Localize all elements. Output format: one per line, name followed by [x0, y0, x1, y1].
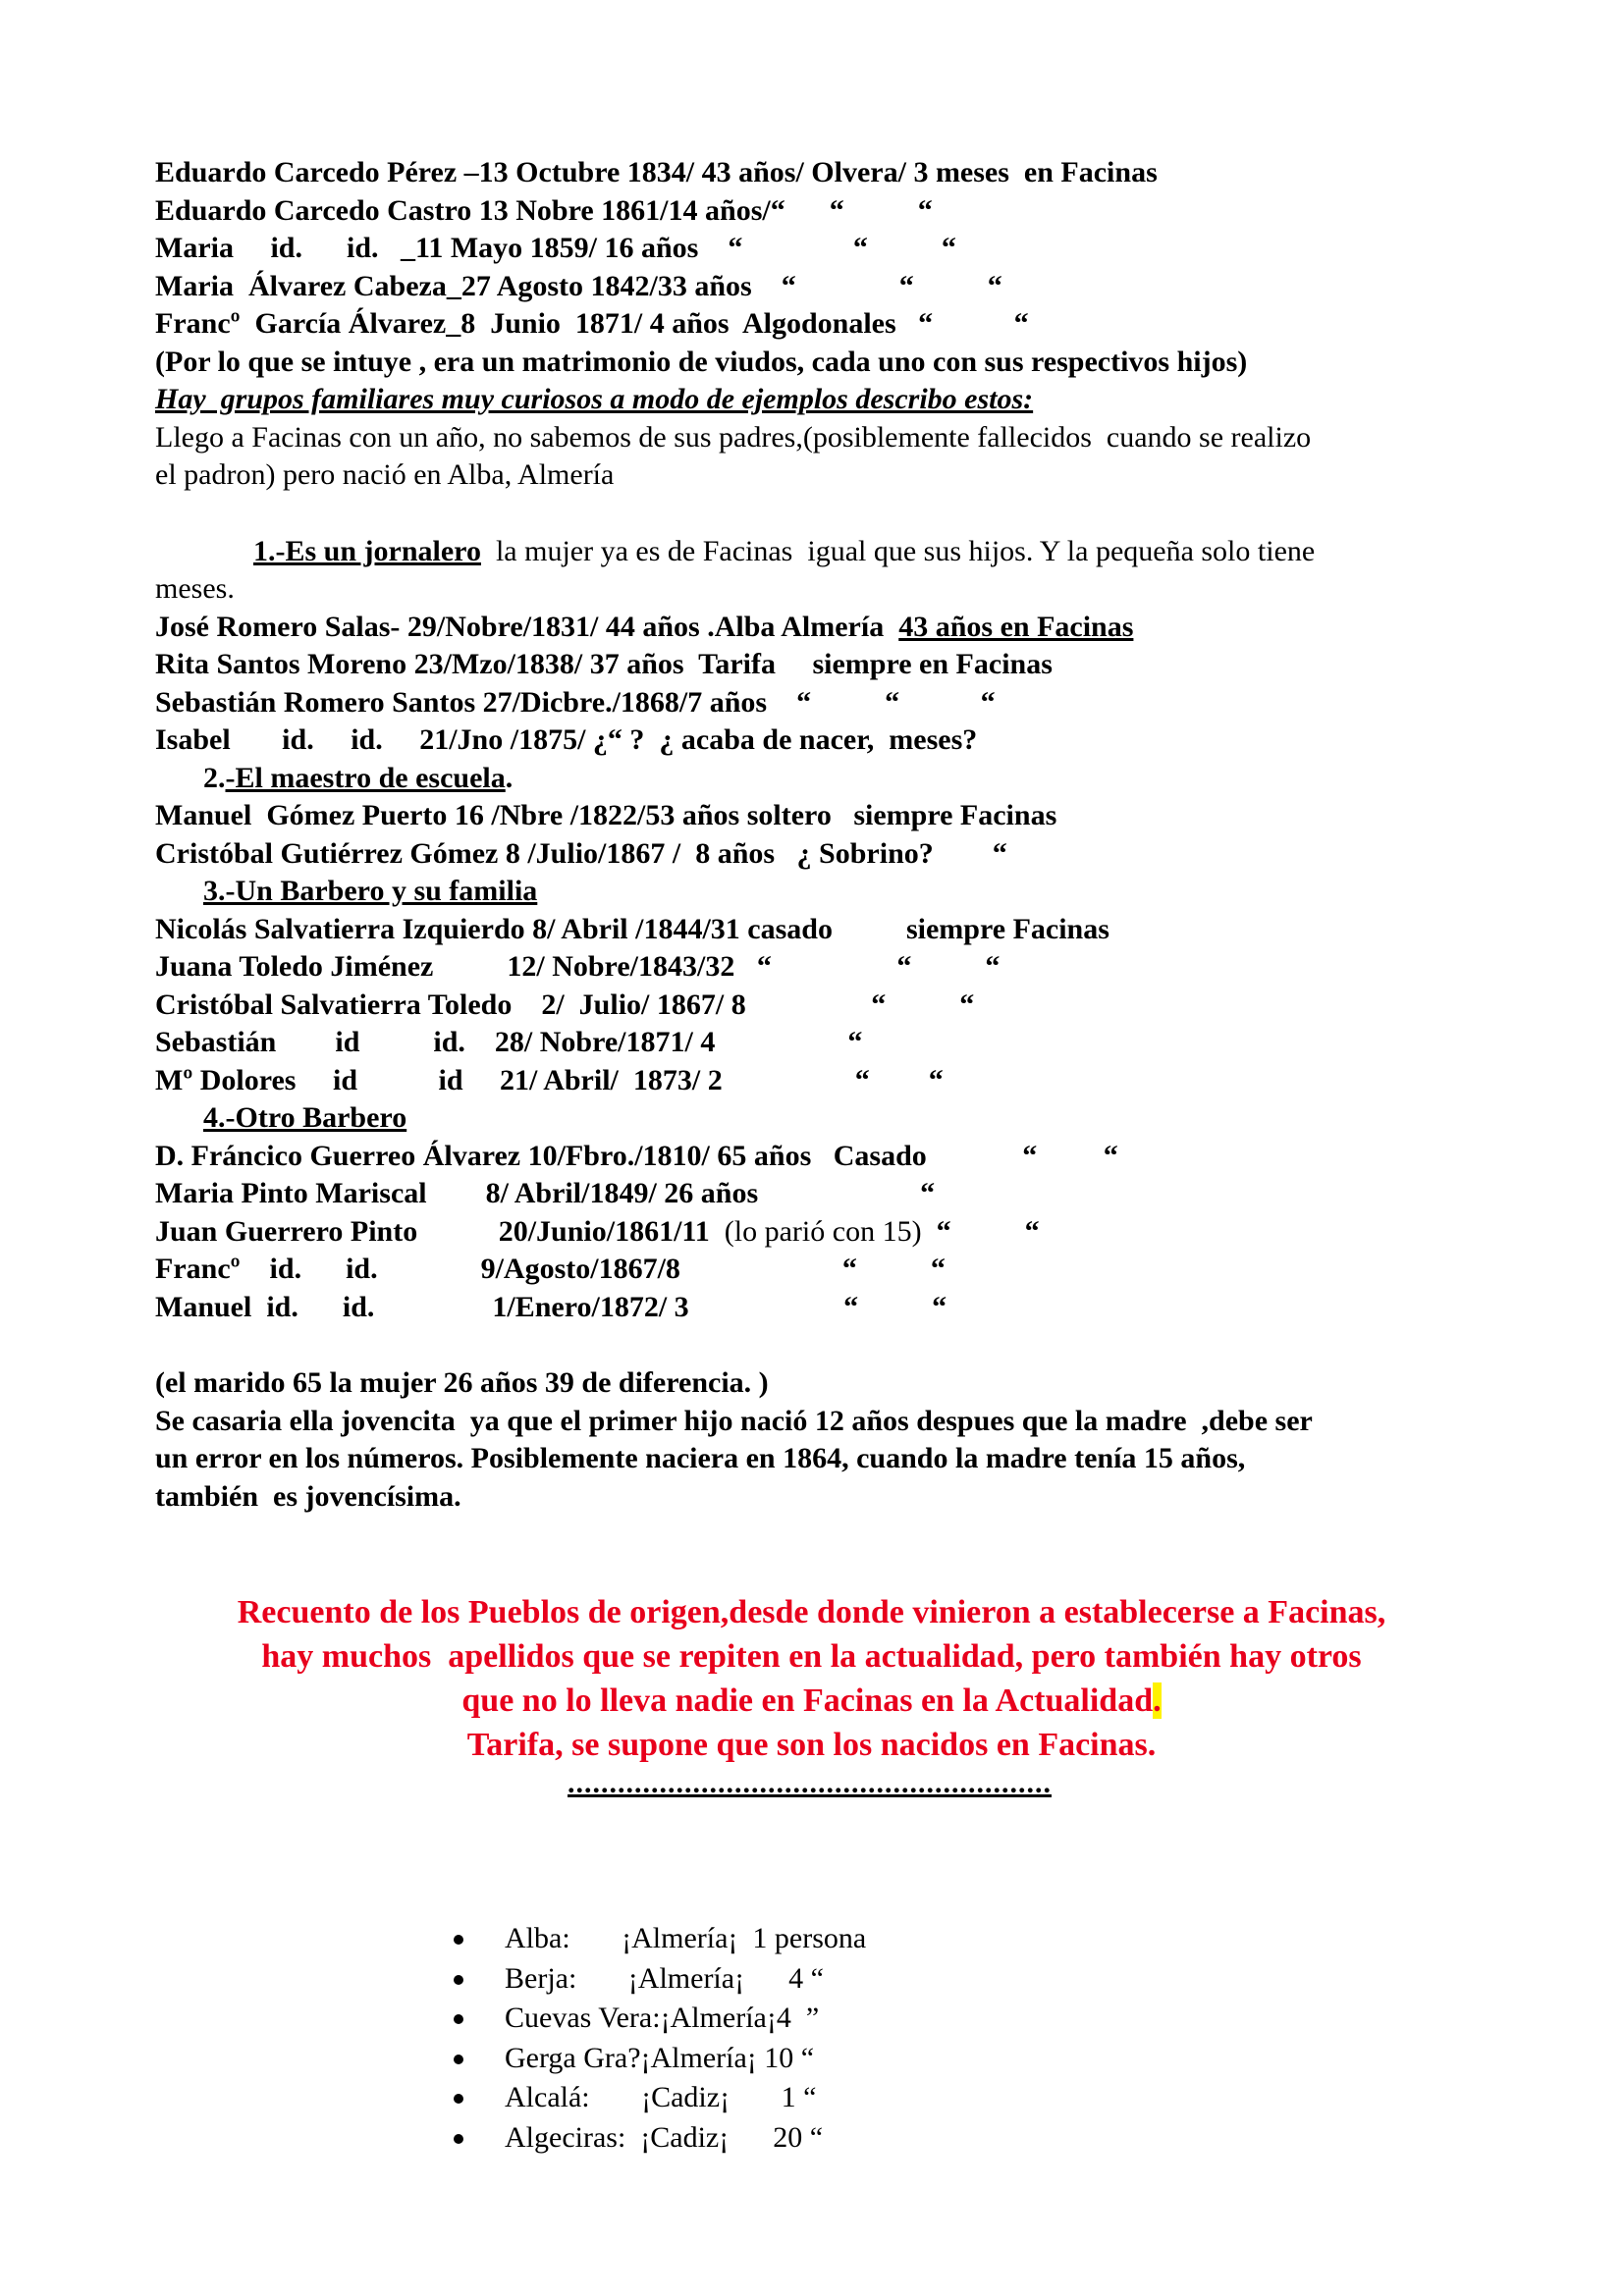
- highlighted-period: .: [1153, 1682, 1162, 1719]
- group2-row: Cristóbal Gutiérrez Gómez 8 /Julio/1867 / 8 años ¿ Sobrino? “: [155, 837, 1007, 870]
- origin-text: Alba: ¡Almería¡ 1 persona: [505, 1922, 867, 1954]
- group3-heading: 3.-Un Barbero y su familia: [203, 875, 538, 907]
- group4-row: Manuel id. id. 1/Enero/1872/ 3 “ “: [155, 1291, 947, 1323]
- family-intro-line: Francº García Álvarez_8 Junio 1871/ 4 años Algodonales “ “: [155, 307, 1029, 340]
- family-intro-line: Maria id. id. _11 Mayo 1859/ 16 años “ “ “: [155, 232, 956, 264]
- group1-row: [155, 609, 1133, 646]
- family-intro-note: (Por lo que se intuye , era un matrimonio de viudos, cada uno con sus respectivos hijos): [155, 346, 1248, 378]
- group4-row-tail: “ “: [921, 1215, 1040, 1248]
- list-item: [454, 2118, 866, 2159]
- red-heading-line: Tarifa, se supone que son los nacidos en Facinas.: [466, 1727, 1157, 1763]
- list-item: [454, 2039, 866, 2079]
- group3-row: Cristóbal Salvatierra Toledo 2/ Julio/ 1867/ 8 “ “: [155, 988, 975, 1021]
- origin-summary-heading: [137, 1590, 1486, 1767]
- years-in-facinas-underlined: 43 años en Facinas: [898, 611, 1134, 643]
- list-item: [454, 1999, 866, 2039]
- origin-text: Alcalá: ¡Cadiz¡ 1 “: [505, 2081, 817, 2113]
- family-intro-line: Maria Álvarez Cabeza_27 Agosto 1842/33 años “ “ “: [155, 270, 1002, 302]
- group1-row: Rita Santos Moreno 23/Mzo/1838/ 37 años Tarifa siempre en Facinas: [155, 648, 1053, 680]
- conclusion-line: también es jovencísima.: [155, 1480, 461, 1513]
- origins-list: [454, 1919, 866, 2158]
- origin-text: Algeciras: ¡Cadiz¡ 20 “: [505, 2120, 824, 2154]
- family-intro-line: Eduardo Carcedo Castro 13 Nobre 1861/14 años/“ “ “: [155, 194, 933, 227]
- list-item: [454, 1919, 866, 1959]
- group2-heading: [203, 760, 513, 797]
- alba-paragraph-line: el padron) pero nació en Alba, Almería: [155, 458, 615, 491]
- bullet-icon: [454, 1975, 463, 1985]
- group4-row-text: Juan Guerrero Pinto 20/Junio/1861/11: [155, 1215, 725, 1248]
- group3-row: Sebastián id id. 28/ Nobre/1871/ 4 “: [155, 1026, 863, 1058]
- conclusion-line: (el marido 65 la mujer 26 años 39 de diferencia. ): [155, 1366, 769, 1399]
- bullet-icon: [454, 2055, 463, 2064]
- group4-note: (lo parió con 15): [724, 1215, 922, 1248]
- family-intro-line: Eduardo Carcedo Pérez –13 Octubre 1834/ 43 años/ Olvera/ 3 meses en Facinas: [155, 156, 1158, 188]
- group4-row: [155, 1213, 1040, 1251]
- group4-row: Francº id. id. 9/Agosto/1867/8 “ “: [155, 1253, 946, 1285]
- conclusion-line: Se casaria ella jovencita ya que el primer hijo nació 12 años despues que la madre ,debe ser: [155, 1405, 1313, 1437]
- group4-row: D. Fráncico Guerreo Álvarez 10/Fbro./1810/ 65 años Casado “ “: [155, 1140, 1118, 1172]
- group1-description: la mujer ya es de Facinas igual que sus hijos. Y la pequeña solo tiene: [480, 535, 1316, 567]
- red-heading-line: Recuento de los Pueblos de origen,desde donde vinieron a establecerse a Facinas,: [237, 1594, 1386, 1630]
- group4-row: Maria Pinto Mariscal 8/ Abril/1849/ 26 años “: [155, 1177, 936, 1209]
- group1-row: Isabel id. id. 21/Jno /1875/ ¿“ ? ¿ acaba de nacer, meses?: [155, 723, 978, 756]
- list-item: [454, 2078, 866, 2118]
- bullet-icon: [454, 2094, 463, 2104]
- bullet-icon: [454, 1935, 463, 1945]
- alba-paragraph-line: Llego a Facinas con un año, no sabemos de sus padres,(posiblemente fallecidos cuando se realizo: [155, 421, 1312, 454]
- group2-title-dot: .: [505, 762, 514, 794]
- red-heading-text: que no lo lleva nadie en Facinas en la Actualidad: [461, 1682, 1154, 1719]
- group4-heading: 4.-Otro Barbero: [203, 1101, 407, 1134]
- group3-row: Nicolás Salvatierra Izquierdo 8/ Abril /1844/31 casado siempre Facinas: [155, 913, 1109, 945]
- bullet-icon: [454, 2014, 463, 2024]
- group1-title: 1.-Es un jornalero: [253, 535, 481, 567]
- bullet-icon: [454, 2134, 463, 2144]
- group1-description-cont: meses.: [155, 572, 235, 605]
- group1-row: Sebastián Romero Santos 27/Dicbre./1868/7 años “ “ “: [155, 686, 996, 719]
- group2-number: 2.: [203, 762, 226, 794]
- red-heading-line: [137, 1679, 1486, 1723]
- curious-groups-heading: Hay grupos familiares muy curiosos a modo de ejemplos describo estos:: [155, 383, 1034, 415]
- dotted-separator: ..........................................................: [568, 1767, 1052, 1799]
- group3-row: Mº Dolores id id 21/ Abril/ 1873/ 2 “ “: [155, 1064, 944, 1096]
- list-item: [454, 1959, 866, 2000]
- conclusion-line: un error en los números. Posiblemente naciera en 1864, cuando la madre tenía 15 años,: [155, 1442, 1246, 1474]
- origin-text: Gerga Gra?¡Almería¡ 10 “: [505, 2041, 815, 2074]
- group1-heading-line: [253, 533, 1315, 570]
- red-heading-line: hay muchos apellidos que se repiten en la actualidad, pero también hay otros: [261, 1638, 1362, 1675]
- group3-row: Juana Toledo Jiménez 12/ Nobre/1843/32 “ “ “: [155, 950, 1001, 983]
- group1-row-text: José Romero Salas- 29/Nobre/1831/ 44 años .Alba Almería: [155, 611, 899, 643]
- group2-row: Manuel Gómez Puerto 16 /Nbre /1822/53 años soltero siempre Facinas: [155, 799, 1057, 831]
- origin-text: Cuevas Vera:¡Almería¡4 ”: [505, 2002, 820, 2034]
- group2-title: -El maestro de escuela: [225, 762, 506, 794]
- origin-text: Berja: ¡Almería¡ 4 “: [505, 1961, 824, 1995]
